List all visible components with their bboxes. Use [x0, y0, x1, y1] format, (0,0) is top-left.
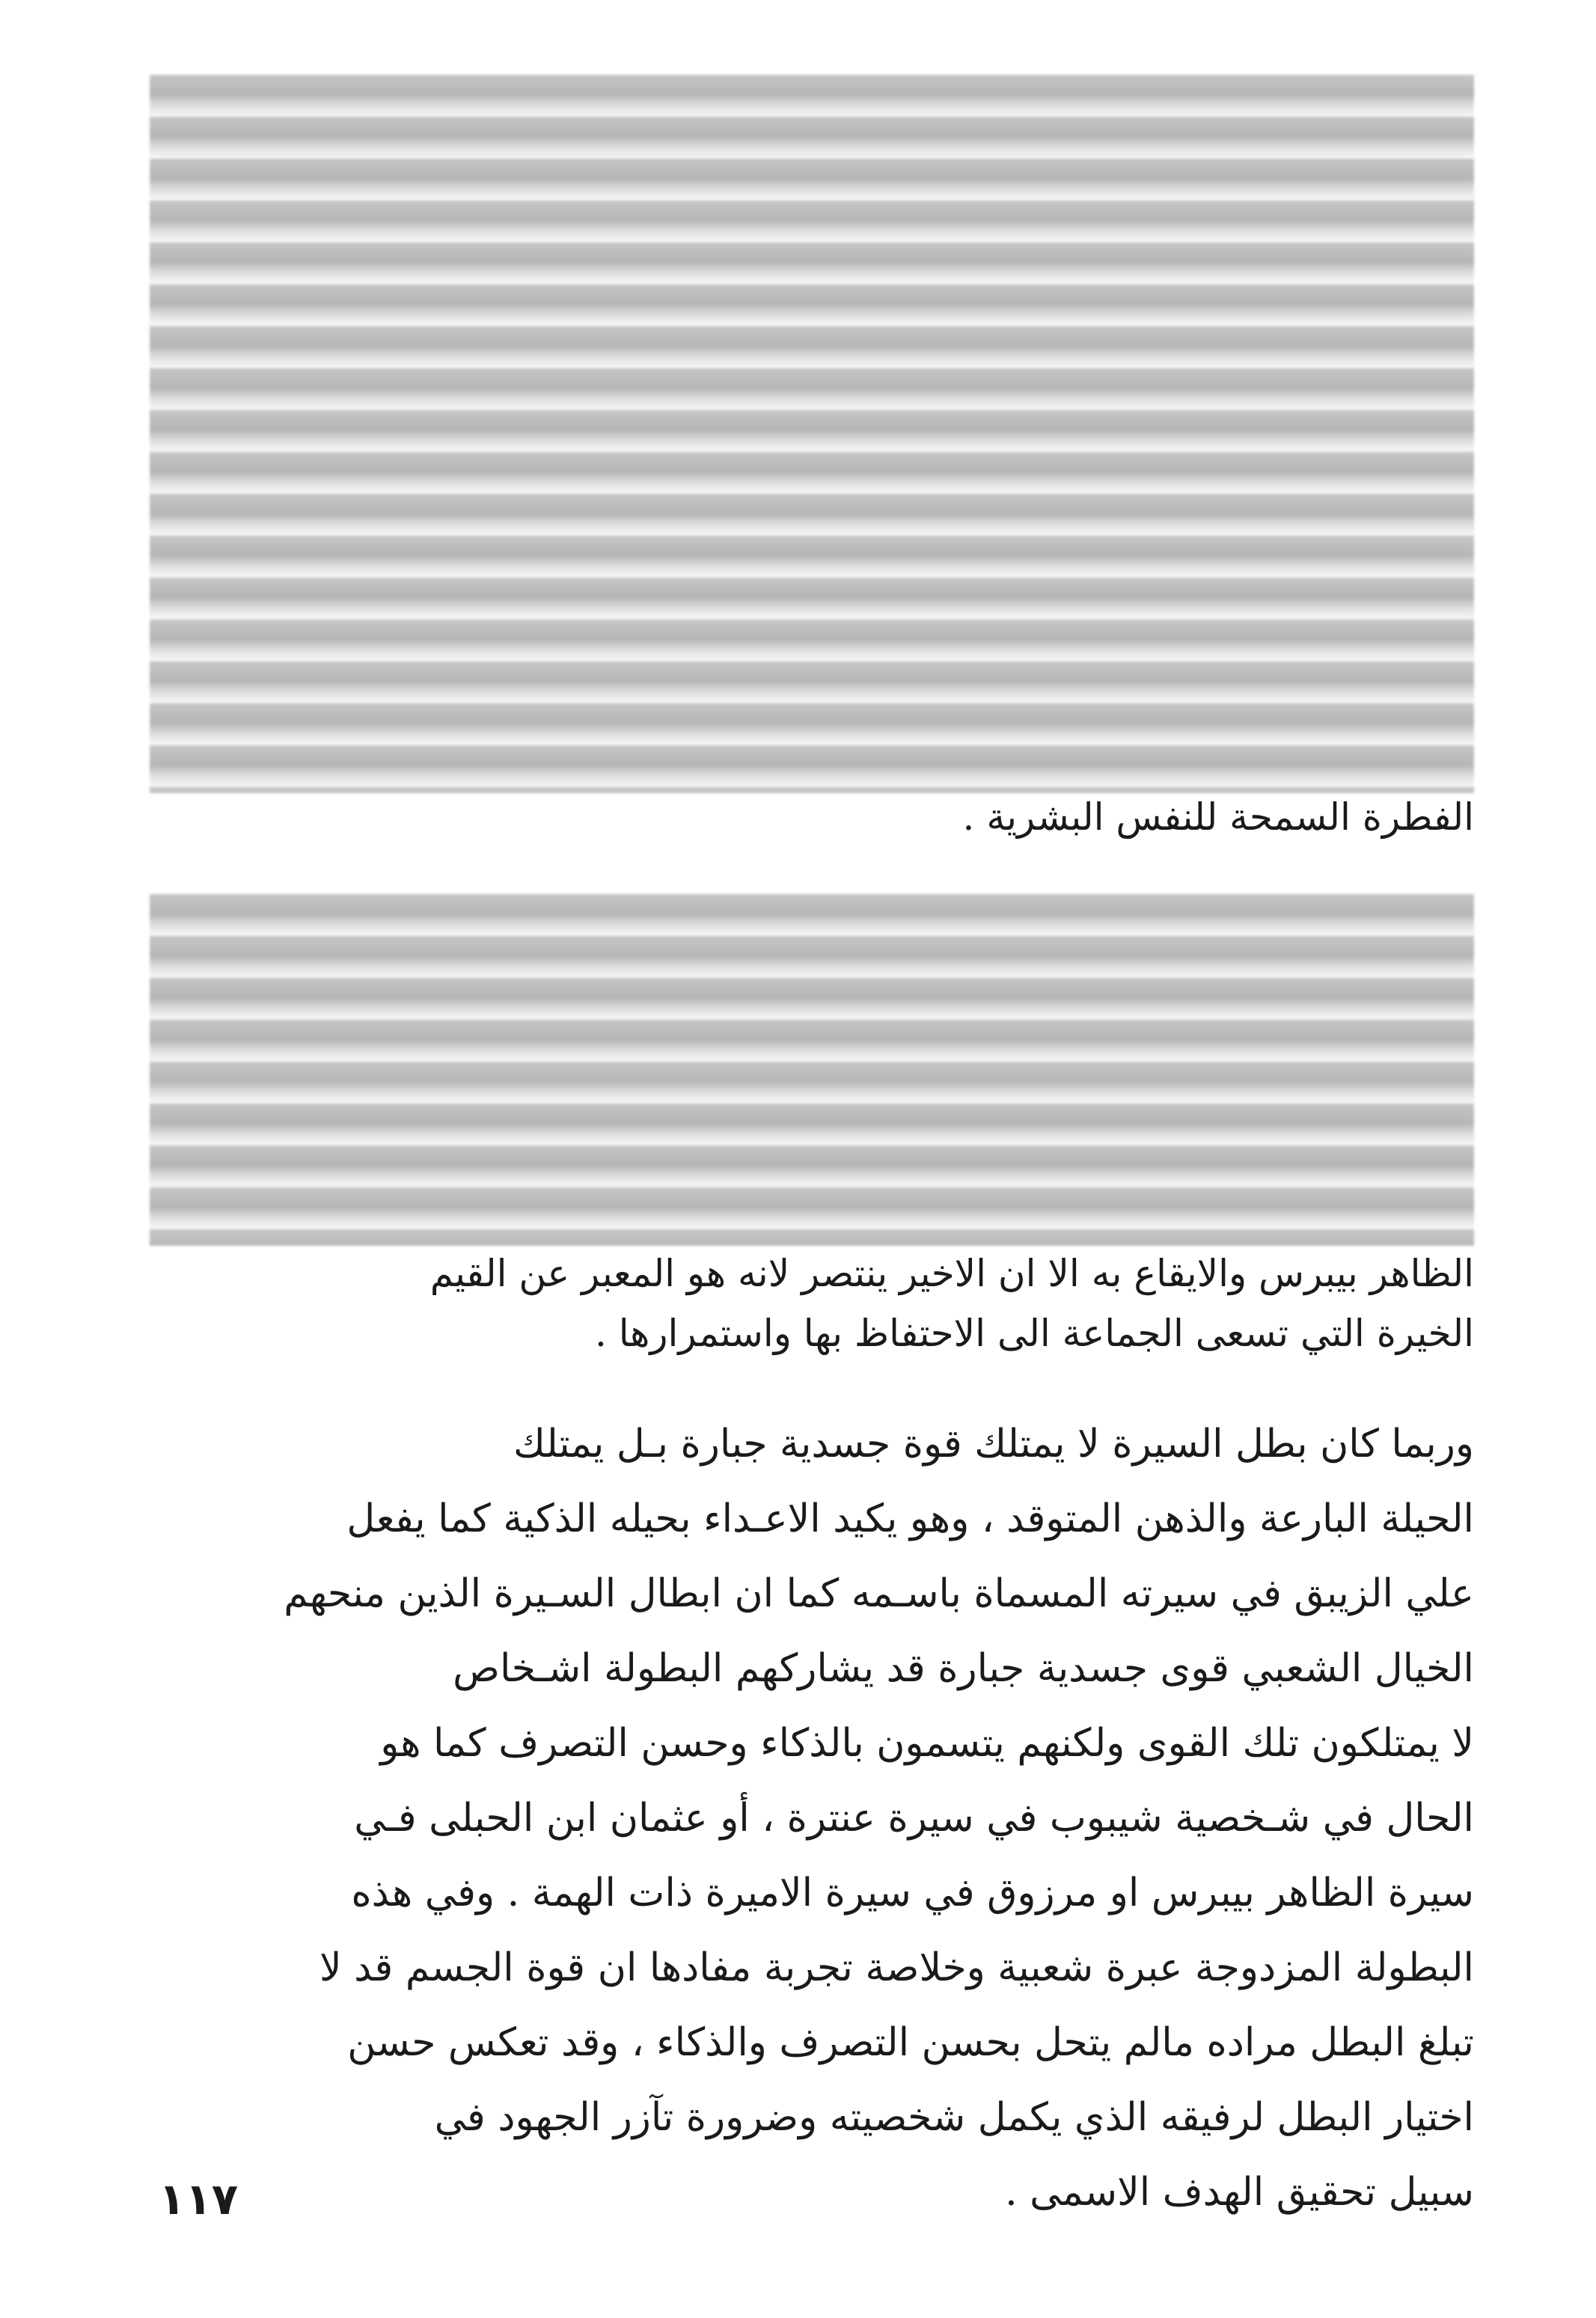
- paragraph-line: البطولة المزدوجة عبرة شعبية وخلاصة تجربة مفادها ان قوة الجسم قد لا: [319, 1945, 1474, 1990]
- paragraph-line: الفطرة السمحة للنفس البشرية .: [962, 795, 1474, 839]
- paragraph-line: سيرة الظاهر بيبرس او مرزوق في سيرة الاميرة ذات الهمة . وفي هذه: [351, 1871, 1474, 1915]
- paragraph-line: الحال في شـخصية شيبوب في سيرة عنترة ، أو عثمان ابن الحبلى فـي: [354, 1796, 1474, 1841]
- paragraph-line: الظاهر بيبرس والايقاع به الا ان الاخير ينتصر لانه هو المعبر عن القيم: [429, 1252, 1474, 1295]
- paragraph-line: الخيرة التي تسعى الجماعة الى الاحتفاظ بها واستمرارها .: [594, 1312, 1474, 1355]
- paragraph-line: علي الزيبق في سيرته المسماة باسـمه كما ان ابطال السـيرة الذين منحهم: [284, 1571, 1474, 1616]
- paragraph-line: الخيال الشعبي قوى جسدية جبارة قد يشاركهم البطولة اشـخاص: [453, 1646, 1474, 1691]
- redacted-text-block: [150, 894, 1474, 1246]
- body-paragraph: [150, 1407, 1474, 2230]
- paragraph-line: اختيار البطل لرفيقه الذي يكمل شخصيته وضرورة تآزر الجهود في: [434, 2095, 1474, 2140]
- redacted-text-block: [150, 75, 1474, 793]
- page-number: ١١٧: [159, 2174, 239, 2224]
- paragraph-line: وربما كان بطل السيرة لا يمتلك قوة جسدية جبارة بـل يمتلك: [513, 1422, 1474, 1467]
- paragraph-line: تبلغ البطل مراده مالم يتحل بحسن التصرف والذكاء ، وقد تعكس حسن: [347, 2020, 1474, 2065]
- paragraph-line: لا يمتلكون تلك القوى ولكنهم يتسمون بالذكاء وحسن التصرف كما هو: [380, 1721, 1474, 1766]
- paragraph-line: الحيلة البارعة والذهن المتوقد ، وهو يكيد الاعـداء بحيله الذكية كما يفعل: [346, 1496, 1474, 1541]
- paragraph-line: سبيل تحقيق الهدف الاسمى .: [1005, 2170, 1474, 2215]
